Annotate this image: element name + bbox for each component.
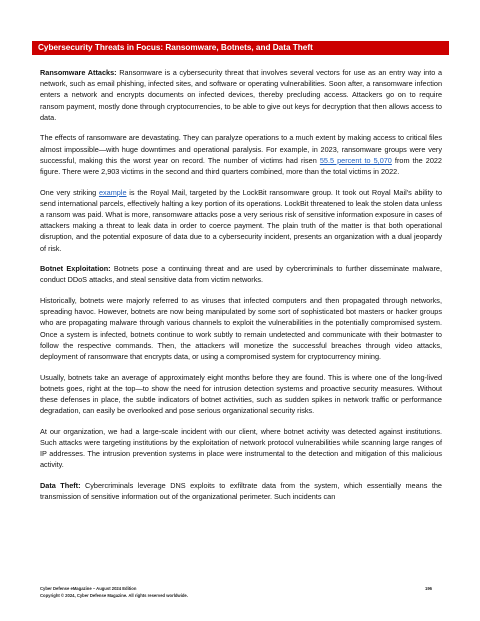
article-body	[40, 67, 442, 512]
page-footer	[40, 585, 432, 599]
lead-ransomware: Ransomware Attacks:	[40, 68, 117, 77]
paragraph-text: Cybercriminals leverage DNS exploits to exfiltrate data from the system, which essentially means the transmission of sensitive information out of the organizational perimeter. Such incidents can	[40, 481, 442, 502]
paragraph-text: Ransomware is a cybersecurity threat that involves several vectors for use as an entry way into a network, such as email phishing, infected sites, and software or operating vulnerabilities. Soon after, a ransomware infection enters a network and encrypts documents on infected devices, thereby precluding access. Attackers go on to require ransom payment, mostly done through cryptocurrencies, to be able to give out keys for decryption that then allows access to data.	[40, 68, 442, 122]
paragraph-royal-mail	[40, 187, 442, 254]
edition-label: Cyber Defense eMagazine – August 2024 Edition	[40, 586, 137, 591]
page-number: 196	[425, 586, 432, 591]
section-banner: Cybersecurity Threats in Focus: Ransomware, Botnets, and Data Theft	[32, 41, 449, 55]
footer-row	[40, 585, 432, 592]
paragraph-botnet-history: Historically, botnets were majorly referred to as viruses that infected computers and then propagated through networks, spreading havoc. However, botnets are now being manipulated by some sort of sophisticated bot masters or hacker groups who are propagating malware through various channels to exploit the vulnerabilities in the potentially compromised system. Once a system is infected, botnets continue to work subtly to remain undetected and communicate with their botmaster to follow the respective commands. Then, the attackers will monetize the successful breaches through video attacks, deployment of ransomware that encrypts data, or using a compromised system for cryptocurrency mining.	[40, 296, 442, 362]
victims-statistic-link[interactable]: 55.5 percent to 5,070	[319, 155, 392, 165]
paragraph-text: is the Royal Mail, targeted by the LockBit ransomware group. It took out Royal Mail's ability to send international parcels, effectively halting a key portion of its operations. LockBit threatened to leak the stolen data unless a ransom was paid. What is more, ransomware attacks pose a very serious risk of sensitive information exposure in cases of attackers making a threat to leak data in order to coerce payment. The plain truth of the matter is that both operational disruption, and the potential exposure of data due to a cybersecurity incident, presents an organization with a dual jeopardy of risk.	[40, 187, 442, 253]
paragraph-text: from the 2022 figure. There were 2,903 victims in the second and third quarters combined, more than the total victims in 2022.	[40, 155, 442, 177]
paragraph-botnet	[40, 263, 442, 285]
paragraph-ransomware	[40, 67, 442, 123]
paragraph-text: One very striking	[40, 187, 99, 197]
lead-data-theft: Data Theft:	[40, 481, 81, 491]
paragraph-ransomware-effects	[40, 132, 442, 177]
paragraph-incident: At our organization, we had a large-scale incident with our client, where botnet activity was detected against institutions. Such attacks were targeting institutions by the exploitation of network protocol vulnerabilities while scanning large ranges of IP addresses. The intrusion prevention systems in place were instrumental to the detection and mitigation of this malicious activity.	[40, 426, 442, 470]
paragraph-data-theft	[40, 480, 442, 502]
example-link[interactable]: example	[98, 187, 127, 197]
copyright-text: Copyright © 2024, Cyber Defense Magazine. All rights reserved worldwide.	[40, 593, 188, 598]
paragraph-text: The effects of ransomware are devastating. They can paralyze operations to a much extent by making access to critical files almost impossible—with huge downtimes and operational paralysis. For example, in 2023, ransomware groups were very successful, making this the worst year on record. The number of victims had risen	[40, 133, 442, 165]
paragraph-botnet-detection: Usually, botnets take an average of approximately eight months before they are found. This is where one of the long-lived botnets goes, right at the top—to show the need for intrusion detection systems and proactive security measures. Without these defenses in place, the subtle indicators of botnet activities, such as sudden spikes in network traffic or performance degradation, can easily be overlooked and pose serious organizational security risks.	[40, 372, 442, 416]
paragraph-text: Botnets pose a continuing threat and are used by cybercriminals to further disseminate malware, conduct DDoS attacks, and steal sensitive data from victim networks.	[40, 264, 442, 285]
lead-botnet: Botnet Exploitation:	[40, 264, 111, 274]
